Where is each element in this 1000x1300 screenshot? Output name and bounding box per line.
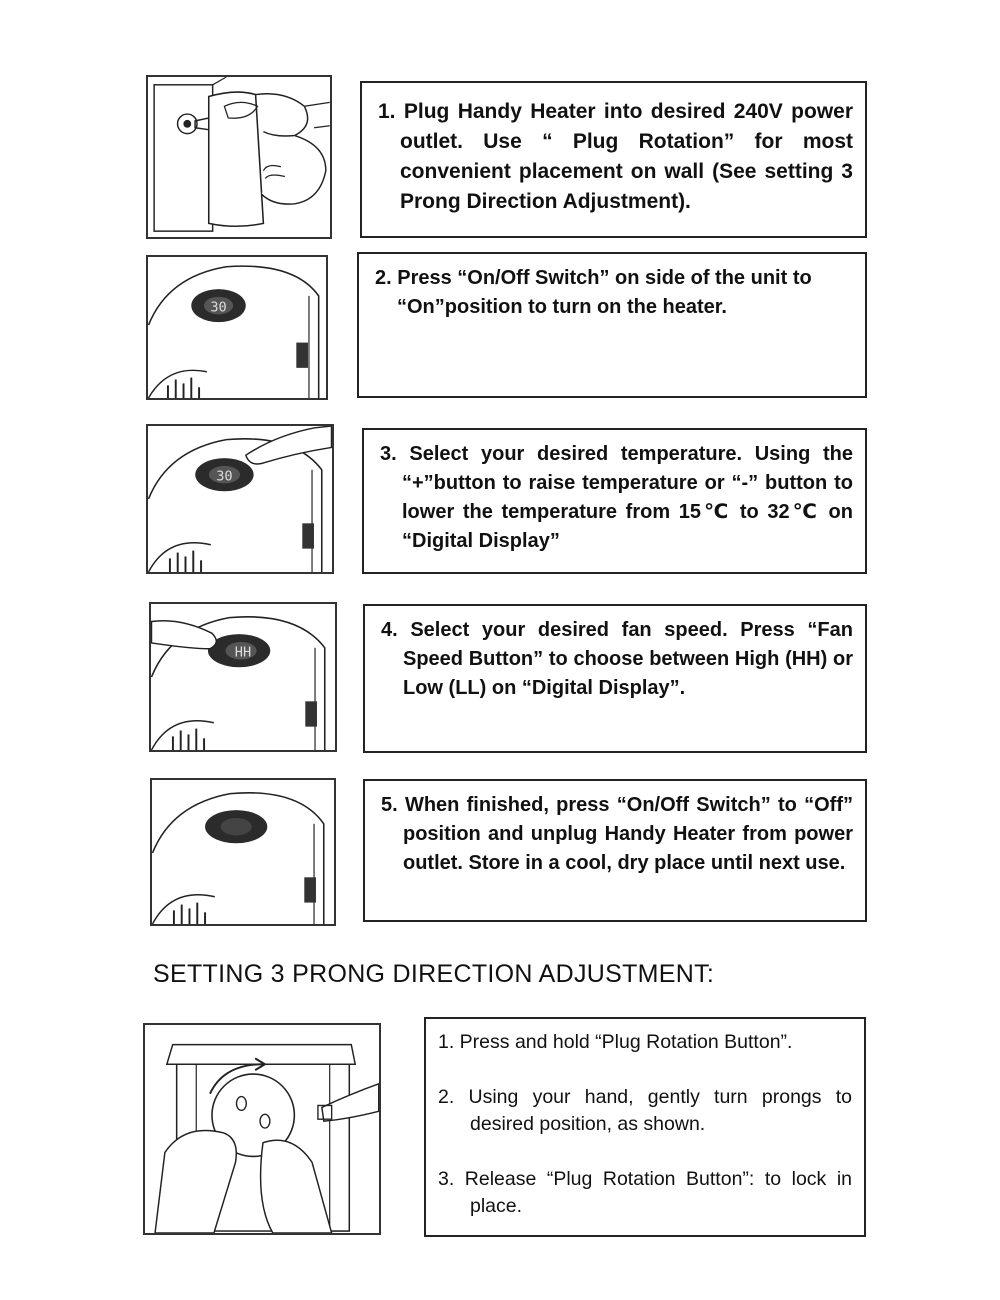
illustration-plug-in [146,75,332,239]
illustration-on-switch [146,255,328,400]
illustration-fan-speed [149,602,337,752]
illustration-set-temperature [146,424,334,574]
step-3-text: 3. Select your desired temperature. Using the “+”button to raise temperature or “-” button to lower the temperature from 15℃ to 32℃ on “Digital Display” [380,443,853,552]
heater-fan-speed-drawing [151,604,335,750]
step-4-text: 4. Select your desired fan speed. Press “Fan Speed Button” to choose between High (HH) or Low (LL) on “Digital Display”. [381,619,853,699]
display-readout-3: 30 [216,468,233,485]
adjustment-steps-box [424,1017,866,1237]
illustration-prong-rotation [143,1023,381,1235]
step-5-box [363,779,867,922]
adjustment-step-3: 3. Release “Plug Rotation Button”: to lock in place. [438,1168,852,1217]
illustration-turn-off [150,778,336,926]
display-readout-4: HH [234,644,252,661]
step-5-text: 5. When finished, press “On/Off Switch” to “Off” position and unplug Handy Heater from power outlet. Store in a cool, dry place until next use. [381,794,853,874]
section-title: SETTING 3 PRONG DIRECTION ADJUSTMENT: [153,960,715,988]
plug-in-drawing [148,77,330,237]
heater-temperature-drawing [148,426,332,572]
step-3-box [362,428,867,574]
step-1-box [360,81,867,238]
step-4-box [363,604,867,753]
step-2-text: 2. Press “On/Off Switch” on side of the unit to “On”position to turn on the heater. [375,267,812,318]
step-1-text: 1. Plug Handy Heater into desired 240V power outlet. Use “ Plug Rotation” for most convenient placement on wall (See setting 3 Prong Direction Adjustment). [378,100,853,213]
prong-rotation-drawing [145,1025,379,1233]
adjustment-step-1: 1. Press and hold “Plug Rotation Button”. [438,1031,793,1053]
heater-on-switch-drawing [148,257,326,398]
display-readout-2: 30 [210,299,227,316]
heater-off-drawing [152,780,334,924]
adjustment-step-2: 2. Using your hand, gently turn prongs to desired position, as shown. [438,1086,852,1135]
step-2-box [357,252,867,398]
